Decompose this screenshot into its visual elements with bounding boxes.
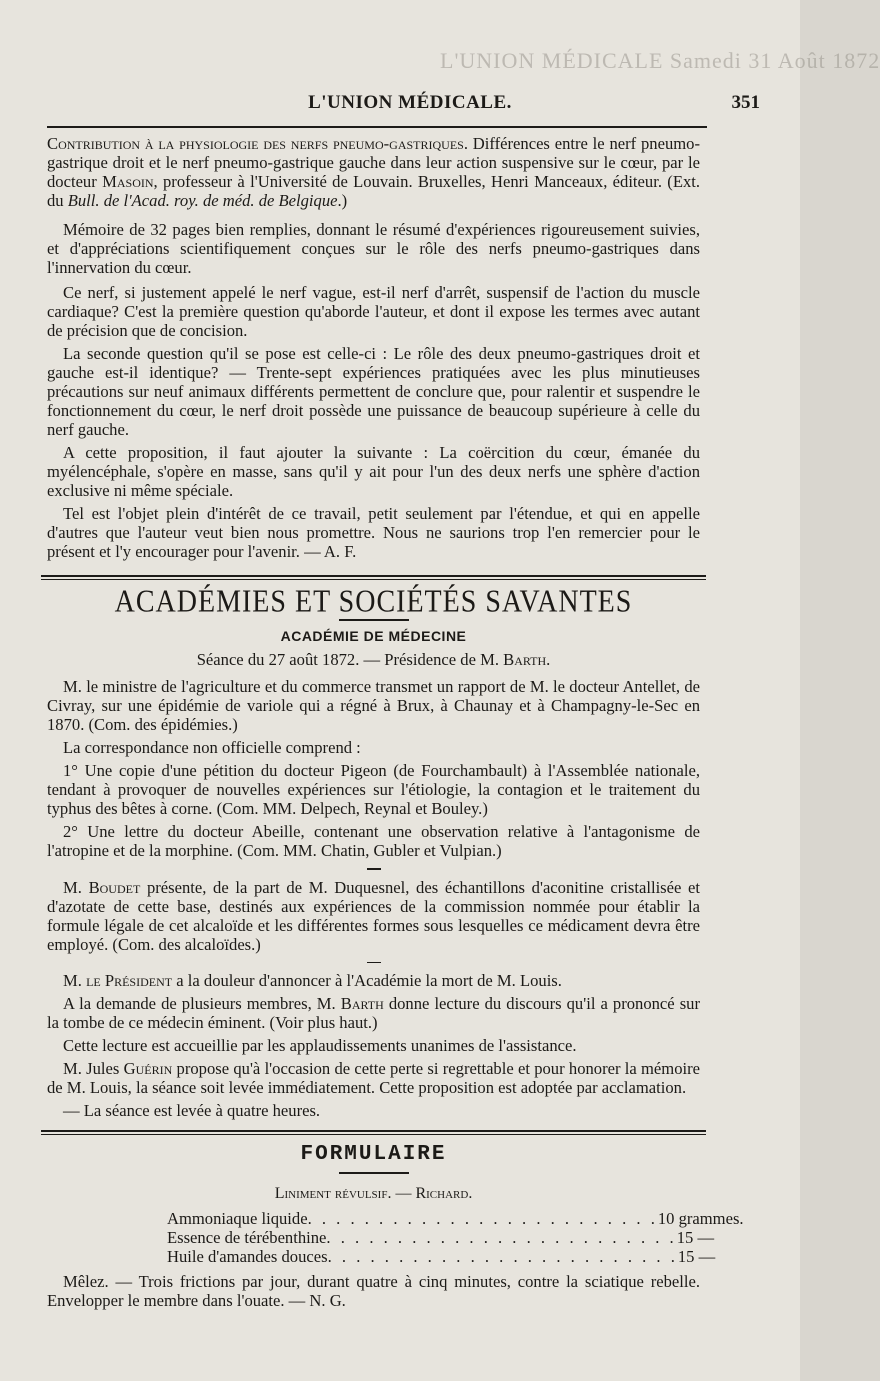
review-title-rest: Différences entre le nerf pneumo-gastrique droit et le nerf pneumo-gastrique gauche dans leur action suspensive sur le cœur, par le docteur xyxy=(47,134,700,191)
review-paragraph: Tel est l'objet plein d'intérêt de ce travail, petit seulement par l'étendue, et qui en appelle d'autres que l'auteur veut bien nous promettre. Nous ne saurions trop l'en remercier pour le présent et l'y encourager pour l'avenir. — A. F. xyxy=(47,504,700,561)
p5-rest: présente, de la part de M. Duquesnel, des échantillons d'aconitine cristallisée et d'azotate de cette base, destinés aux expériences de la commission nommée pour établir la formule légale de cet alcaloïde et les différentes formes sous lesquelles ce médicament devra être employé. (Com. des alcaloïdes.) xyxy=(47,877,700,954)
page-number: 351 xyxy=(731,92,760,113)
running-title: L'UNION MÉDICALE. xyxy=(308,92,512,113)
separator-dash xyxy=(367,868,381,870)
minutes-paragraph: — La séance est levée à quatre heures. xyxy=(63,1101,321,1120)
ingredient-qty: 10 grammes. xyxy=(657,1209,744,1228)
separator-dash xyxy=(367,962,381,964)
p9-pre: M. Jules xyxy=(63,1059,124,1078)
leader-dots: . . . . . . . . . . . . . . . . . . . . . . . . . xyxy=(326,1228,677,1247)
p5-pre: M. xyxy=(63,877,89,897)
p6-rest: a la douleur d'annoncer à l'Académie la mort de M. Louis. xyxy=(172,971,562,990)
minutes-paragraph xyxy=(47,994,700,1032)
review-paragraph: Ce nerf, si justement appelé le nerf vague, est-il nerf d'arrêt, suspensif de l'action du muscle cardiaque? C'est la première question qu'aborde l'auteur, et dont il expose les termes avec autant de précision que de concision. xyxy=(47,283,700,340)
recipe-sep: — xyxy=(391,1185,416,1202)
p7-name: Barth xyxy=(340,994,384,1013)
session-line xyxy=(47,650,700,669)
review-author: Masoin xyxy=(102,172,154,191)
session-suffix: . xyxy=(546,650,551,669)
recipe-instructions: Mêlez. — Trois frictions par jour, durant quatre à cinq minutes, contre la sciatique rebelle. Envelopper le membre dans l'ouate. — N. G. xyxy=(47,1272,700,1310)
ingredient-name: Ammoniaque liquide xyxy=(167,1209,308,1228)
academie-subheading: ACADÉMIE DE MÉDECINE xyxy=(280,628,467,644)
ingredient-name: Essence de térébenthine xyxy=(167,1228,327,1247)
bleed-through-text: L'UNION MÉDICALE Samedi 31 Août 1872 xyxy=(440,48,880,73)
review-affiliation: , professeur à l'Université de Louvain. Bruxelles, Henri Manceaux, éditeur. (Ext. du xyxy=(47,172,701,210)
recipe-end: . xyxy=(468,1185,473,1202)
ingredient-qty: 15 — xyxy=(676,1228,715,1247)
p9-rest: propose qu'à l'occasion de cette perte si regrettable et pour honorer la mémoire de M. Louis, la séance soit levée immédiatement. Cette proposition est adoptée par acclamation. xyxy=(47,1059,700,1097)
heading-dash xyxy=(339,1172,409,1174)
review-paragraph: La seconde question qu'il se pose est celle-ci : Le rôle des deux pneumo-gastriques droit et gauche est-il identique? — Trente-sept expériences pratiquées avec les plus minutieuses précautions sur neuf animaux différents permettent de conclure que, pour ralentir et suspendre le fonctionnement du cœur, le nerf droit possède une puissance de beaucoup supérieure à celle du nerf gauche. xyxy=(47,344,700,439)
section-rule-thin xyxy=(41,579,706,580)
p7-rest: donne lecture du discours qu'il a prononcé sur la tombe de ce médecin éminent. (Voir plus haut.) xyxy=(47,994,700,1032)
recipe-author: Richard xyxy=(415,1185,469,1202)
p9-name: Guérin xyxy=(123,1059,173,1078)
ingredient-row xyxy=(167,1247,716,1266)
p5-name: Boudet xyxy=(88,877,141,897)
p6-pre: M. xyxy=(63,971,87,990)
minutes-paragraph: M. le ministre de l'agriculture et du commerce transmet un rapport de M. le docteur Antellet, de Civray, sur une épidémie de variole qui a régné à Brux, à Chaunay et à Champagny-le-Sec en 1870. (Com. des épidémies.) xyxy=(47,677,700,734)
leader-dots: . . . . . . . . . . . . . . . . . . . . . . . . . xyxy=(307,1209,658,1228)
ingredient-row xyxy=(167,1209,744,1228)
review-citation xyxy=(47,134,700,210)
minutes-paragraph: 1° Une copie d'une pétition du docteur Pigeon (de Fourchambault) à l'Assemblée nationale, tendant à provoquer de nouvelles expériences sur l'étiologie, la contagion et le traitement du typhus des bêtes à corne. (Com. MM. Delpech, Reynal et Bouley.) xyxy=(47,761,700,818)
recipe-title xyxy=(47,1184,700,1203)
leader-dots: . . . . . . . . . . . . . . . . . . . . . . . . . xyxy=(327,1247,678,1266)
review-title: Contribution à la physiologie des nerfs pneumo-gastriques. xyxy=(47,134,468,153)
ingredient-row xyxy=(167,1228,715,1247)
minutes-paragraph xyxy=(47,878,700,954)
recipe-name: Liniment révulsif. xyxy=(274,1185,392,1202)
academies-heading: ACADÉMIES ET SOCIÉTÉS SAVANTES xyxy=(114,583,633,620)
review-paragraph: Mémoire de 32 pages bien remplies, donnant le résumé d'expériences rigoureusement suivies, et d'appréciations scientifiquement conçues sur le rôle des nerfs pneumo-gastriques dans l'innervation du cœur. xyxy=(47,220,700,277)
formulaire-heading: FORMULAIRE xyxy=(300,1143,447,1166)
header-rule xyxy=(47,126,707,128)
review-bulletin: Bull. de l'Acad. roy. de méd. de Belgique xyxy=(67,191,338,210)
session-prefix: Séance du 27 août 1872. — Présidence de M. xyxy=(196,650,504,669)
minutes-paragraph: Cette lecture est accueillie par les applaudissements unanimes de l'assistance. xyxy=(63,1036,577,1055)
ingredient-qty: 15 — xyxy=(677,1247,716,1266)
review-paragraph: A cette proposition, il faut ajouter la suivante : La coërcition du cœur, émanée du myélencéphale, s'opère en masse, sans qu'il y ait pour l'un des deux nerfs une sphère d'action exclusive ni même spéciale. xyxy=(47,443,700,500)
article-body xyxy=(47,134,744,1310)
minutes-paragraph: La correspondance non officielle comprend : xyxy=(63,738,361,757)
running-header xyxy=(60,92,760,120)
minutes-paragraph xyxy=(47,971,700,990)
p7-pre: A la demande de plusieurs membres, M. xyxy=(63,994,341,1013)
ingredient-name: Huile d'amandes douces xyxy=(167,1247,328,1266)
p6-name: le Président xyxy=(86,971,173,990)
minutes-paragraph xyxy=(47,1059,700,1097)
minutes-paragraph: 2° Une lettre du docteur Abeille, contenant une observation relative à l'antagonisme de l'atropine et de la morphine. (Com. MM. Chatin, Gubler et Vulpian.) xyxy=(47,822,700,860)
session-president: Barth xyxy=(503,650,547,669)
review-affil-end: .) xyxy=(337,191,348,210)
